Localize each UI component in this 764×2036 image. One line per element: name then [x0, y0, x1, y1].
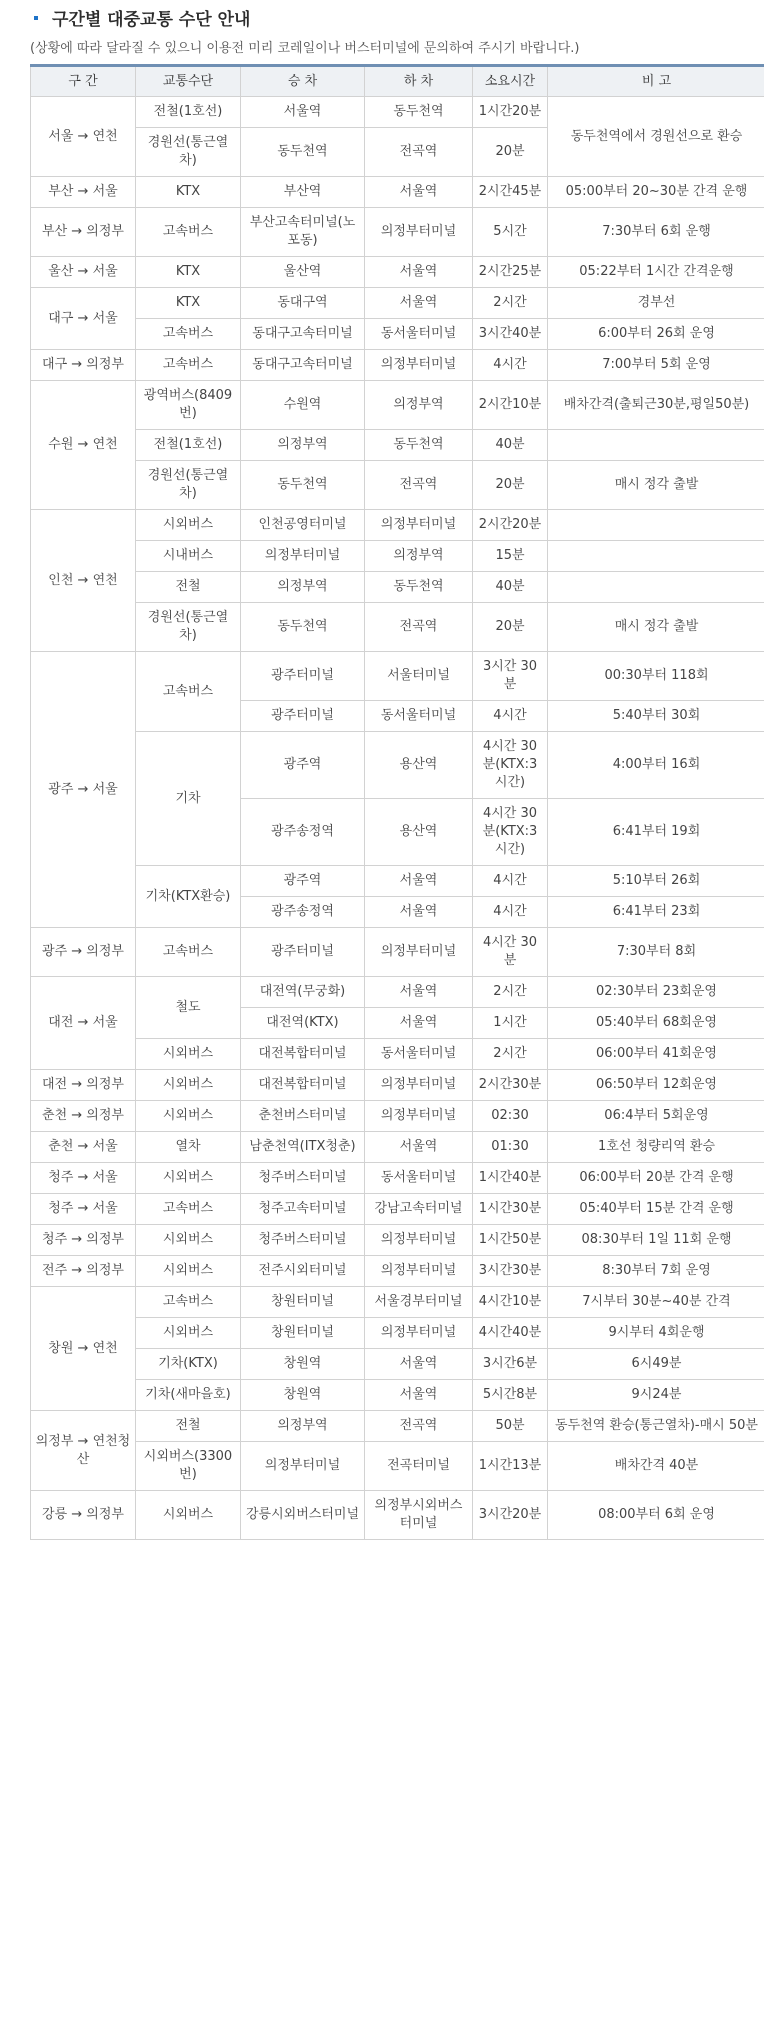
table-cell: 경원선(통근열차) — [136, 603, 241, 652]
subtitle: (상황에 따라 달라질 수 있으니 이용전 미리 코레일이나 버스터미널에 문의하여 주시기 바랍니다.) — [30, 41, 580, 56]
table-cell: 대전 → 서울 — [31, 977, 136, 1070]
table-row — [31, 510, 764, 541]
table-row — [31, 652, 764, 701]
table-cell: 02:30부터 23회운영 — [548, 977, 764, 1008]
table-cell: 광역버스(8409번) — [136, 381, 241, 430]
table-row — [31, 461, 764, 510]
table-cell: 4시간 30분(KTX:3시간) — [473, 799, 548, 866]
table-cell: 동두천역 환승(통근열차)-매시 50분 — [548, 1411, 764, 1442]
table-row — [31, 1132, 764, 1163]
table-cell: 수원역 — [241, 381, 365, 430]
table-cell: 4시간 — [473, 897, 548, 928]
table-cell: 의정부터미널 — [365, 208, 473, 257]
header-duration: 소요시간 — [473, 66, 548, 97]
table-row — [31, 866, 764, 897]
table-cell: 대전 → 의정부 — [31, 1070, 136, 1101]
table-cell: 의정부터미널 — [365, 1225, 473, 1256]
table-cell: 용산역 — [365, 732, 473, 799]
table-cell: 동두천역 — [365, 572, 473, 603]
table-cell: 5:40부터 30회 — [548, 701, 764, 732]
table-cell: 서울역 — [365, 1008, 473, 1039]
table-cell: 5시간8분 — [473, 1380, 548, 1411]
table-cell: 1시간30분 — [473, 1194, 548, 1225]
table-cell: KTX — [136, 257, 241, 288]
table-cell: 2시간30분 — [473, 1070, 548, 1101]
header-alighting: 하 차 — [365, 66, 473, 97]
table-cell: 7:30부터 6회 운행 — [548, 208, 764, 257]
table-cell: 광주송정역 — [241, 897, 365, 928]
table-cell: 청주고속터미널 — [241, 1194, 365, 1225]
table-cell: 대전복합터미널 — [241, 1039, 365, 1070]
table-cell: 광주터미널 — [241, 701, 365, 732]
table-cell: 시외버스 — [136, 1101, 241, 1132]
table-row — [31, 319, 764, 350]
header-boarding: 승 차 — [241, 66, 365, 97]
table-cell: 08:30부터 1일 11회 운행 — [548, 1225, 764, 1256]
table-cell: 동대구고속터미널 — [241, 350, 365, 381]
table-cell: 창원역 — [241, 1349, 365, 1380]
table-cell: 4시간40분 — [473, 1318, 548, 1349]
table-cell: 청주 → 서울 — [31, 1194, 136, 1225]
table-cell: 열차 — [136, 1132, 241, 1163]
table-cell: 창원역 — [241, 1380, 365, 1411]
table-cell: 시외버스 — [136, 1256, 241, 1287]
table-row — [31, 1194, 764, 1225]
table-cell: 광주 → 의정부 — [31, 928, 136, 977]
table-body — [31, 97, 764, 1540]
table-cell: 경원선(통근열차) — [136, 128, 241, 177]
table-cell: 06:00부터 20분 간격 운행 — [548, 1163, 764, 1194]
table-cell — [548, 572, 764, 603]
table-cell: 전곡역 — [365, 1411, 473, 1442]
table-cell — [548, 541, 764, 572]
table-cell: 부산 → 의정부 — [31, 208, 136, 257]
table-cell: 4시간 30분 — [473, 928, 548, 977]
table-cell: 4시간 30분(KTX:3시간) — [473, 732, 548, 799]
table-cell: 부산역 — [241, 177, 365, 208]
table-row — [31, 350, 764, 381]
table-cell: 배차간격(출퇴근30분,평일50분) — [548, 381, 764, 430]
table-cell: 시외버스(3300번) — [136, 1442, 241, 1491]
table-cell: 춘천 → 서울 — [31, 1132, 136, 1163]
table-cell: 3시간30분 — [473, 1256, 548, 1287]
table-cell: 대전역(무궁화) — [241, 977, 365, 1008]
table-cell: 대구 → 의정부 — [31, 350, 136, 381]
table-cell: 의정부시외버스터미널 — [365, 1491, 473, 1540]
table-cell: 15분 — [473, 541, 548, 572]
table-cell: 서울터미널 — [365, 652, 473, 701]
table-cell: 동두천역에서 경원선으로 환승 — [548, 97, 764, 177]
table-cell: 3시간20분 — [473, 1491, 548, 1540]
table-cell: 경부선 — [548, 288, 764, 319]
table-cell: 의정부터미널 — [365, 350, 473, 381]
table-cell: 3시간 30분 — [473, 652, 548, 701]
header-section: 구 간 — [31, 66, 136, 97]
table-cell: 5시간 — [473, 208, 548, 257]
table-cell: 고속버스 — [136, 652, 241, 732]
table-cell: 배차간격 40분 — [548, 1442, 764, 1491]
table-cell: 7시부터 30분~40분 간격 — [548, 1287, 764, 1318]
table-cell: 05:40부터 15분 간격 운행 — [548, 1194, 764, 1225]
table-cell: 의정부 → 연천청산 — [31, 1411, 136, 1491]
table-cell: 2시간 — [473, 288, 548, 319]
table-row — [31, 288, 764, 319]
table-cell: 7:00부터 5회 운영 — [548, 350, 764, 381]
table-row — [31, 1318, 764, 1349]
table-cell: 고속버스 — [136, 350, 241, 381]
table-cell: 동서울터미널 — [365, 1163, 473, 1194]
table-cell: 08:00부터 6회 운영 — [548, 1491, 764, 1540]
table-cell: 4시간 — [473, 701, 548, 732]
table-cell: 창원터미널 — [241, 1287, 365, 1318]
table-cell: 창원 → 연천 — [31, 1287, 136, 1411]
table-cell: 의정부터미널 — [365, 1256, 473, 1287]
table-cell: 의정부터미널 — [241, 1442, 365, 1491]
table-cell: 청주 → 의정부 — [31, 1225, 136, 1256]
table-cell: 고속버스 — [136, 319, 241, 350]
table-row — [31, 1491, 764, 1540]
table-cell: 서울 → 연천 — [31, 97, 136, 177]
table-cell: 춘천 → 의정부 — [31, 1101, 136, 1132]
table-cell: 춘천버스터미널 — [241, 1101, 365, 1132]
table-cell: 1시간40분 — [473, 1163, 548, 1194]
table-cell: 동두천역 — [365, 97, 473, 128]
table-cell: 청주버스터미널 — [241, 1225, 365, 1256]
table-cell: 강릉시외버스터미널 — [241, 1491, 365, 1540]
header-transport: 교통수단 — [136, 66, 241, 97]
table-cell: 6시49분 — [548, 1349, 764, 1380]
table-cell: 시외버스 — [136, 510, 241, 541]
table-cell: 02:30 — [473, 1101, 548, 1132]
table-cell: 고속버스 — [136, 928, 241, 977]
table-row — [31, 257, 764, 288]
table-cell: 서울역 — [365, 288, 473, 319]
table-cell: 강남고속터미널 — [365, 1194, 473, 1225]
table-cell: 의정부역 — [241, 430, 365, 461]
table-cell: 동서울터미널 — [365, 319, 473, 350]
table-cell: 서울경부터미널 — [365, 1287, 473, 1318]
table-cell: 의정부역 — [241, 1411, 365, 1442]
table-row — [31, 1349, 764, 1380]
table-row — [31, 97, 764, 128]
table-cell: KTX — [136, 177, 241, 208]
table-row — [31, 1380, 764, 1411]
table-cell: 전철 — [136, 572, 241, 603]
table-row — [31, 1225, 764, 1256]
table-cell: 서울역 — [365, 977, 473, 1008]
table-cell: 의정부터미널 — [365, 1070, 473, 1101]
table-row — [31, 208, 764, 257]
table-cell: 서울역 — [365, 257, 473, 288]
table-cell: 20분 — [473, 461, 548, 510]
table-row — [31, 1070, 764, 1101]
table-cell: 01:30 — [473, 1132, 548, 1163]
table-cell: 동서울터미널 — [365, 1039, 473, 1070]
table-cell: 2시간25분 — [473, 257, 548, 288]
table-cell: 1시간50분 — [473, 1225, 548, 1256]
table-cell: 광주 → 서울 — [31, 652, 136, 928]
table-cell: 남춘천역(ITX청춘) — [241, 1132, 365, 1163]
table-row — [31, 572, 764, 603]
table-cell: 서울역 — [365, 177, 473, 208]
table-cell: 4:00부터 16회 — [548, 732, 764, 799]
table-row — [31, 977, 764, 1008]
table-cell: 시외버스 — [136, 1163, 241, 1194]
table-cell: 시외버스 — [136, 1491, 241, 1540]
table-row — [31, 928, 764, 977]
table-cell: 동대구고속터미널 — [241, 319, 365, 350]
table-cell: 1시간 — [473, 1008, 548, 1039]
table-cell: 창원터미널 — [241, 1318, 365, 1349]
table-cell: 청주 → 서울 — [31, 1163, 136, 1194]
table-cell: 시외버스 — [136, 1225, 241, 1256]
table-cell: 대전역(KTX) — [241, 1008, 365, 1039]
table-cell: 경원선(통근열차) — [136, 461, 241, 510]
table-cell: 동두천역 — [241, 461, 365, 510]
table-cell: 2시간20분 — [473, 510, 548, 541]
table-cell: 전주 → 의정부 — [31, 1256, 136, 1287]
table-cell: KTX — [136, 288, 241, 319]
table-row — [31, 541, 764, 572]
table-row — [31, 1256, 764, 1287]
table-cell: 의정부역 — [241, 572, 365, 603]
table-cell: 3시간40분 — [473, 319, 548, 350]
table-cell: 6:41부터 19회 — [548, 799, 764, 866]
table-cell: 의정부터미널 — [365, 928, 473, 977]
table-cell: 00:30부터 118회 — [548, 652, 764, 701]
table-cell: 의정부터미널 — [241, 541, 365, 572]
table-cell — [548, 430, 764, 461]
table-cell: 20분 — [473, 603, 548, 652]
table-cell: 서울역 — [365, 897, 473, 928]
table-cell: 전곡터미널 — [365, 1442, 473, 1491]
table-cell: 시외버스 — [136, 1070, 241, 1101]
table-cell: 기차(KTX환승) — [136, 866, 241, 928]
table-cell: 20분 — [473, 128, 548, 177]
table-row — [31, 381, 764, 430]
table-cell: 기차(KTX) — [136, 1349, 241, 1380]
table-cell: 06:4부터 5회운영 — [548, 1101, 764, 1132]
table-cell: 수원 → 연천 — [31, 381, 136, 510]
table-cell: 의정부터미널 — [365, 1101, 473, 1132]
table-cell: 인천 → 연천 — [31, 510, 136, 652]
table-cell: 강릉 → 의정부 — [31, 1491, 136, 1540]
table-cell: 동두천역 — [365, 430, 473, 461]
table-cell: 2시간 — [473, 977, 548, 1008]
table-cell: 9시부터 4회운행 — [548, 1318, 764, 1349]
table-cell: 의정부터미널 — [365, 510, 473, 541]
table-cell: 9시24분 — [548, 1380, 764, 1411]
table-cell: 시외버스 — [136, 1318, 241, 1349]
table-cell: 용산역 — [365, 799, 473, 866]
table-cell: 울산 → 서울 — [31, 257, 136, 288]
table-cell: 의정부역 — [365, 541, 473, 572]
table-cell: 기차 — [136, 732, 241, 866]
table-cell: 의정부터미널 — [365, 1318, 473, 1349]
table-cell: 05:00부터 20~30분 간격 운행 — [548, 177, 764, 208]
table-cell: 고속버스 — [136, 1194, 241, 1225]
table-cell: 40분 — [473, 430, 548, 461]
table-cell: 고속버스 — [136, 208, 241, 257]
table-cell: 전철(1호선) — [136, 430, 241, 461]
table-cell: 서울역 — [365, 1132, 473, 1163]
table-cell: 광주터미널 — [241, 652, 365, 701]
table-cell: 4시간 — [473, 866, 548, 897]
transport-table — [30, 64, 764, 1540]
table-cell: 5:10부터 26회 — [548, 866, 764, 897]
table-cell: 인천공영터미널 — [241, 510, 365, 541]
table-cell: 전철(1호선) — [136, 97, 241, 128]
table-row — [31, 603, 764, 652]
title-row — [22, 0, 764, 34]
table-row — [31, 1442, 764, 1491]
table-cell: 전철 — [136, 1411, 241, 1442]
table-cell: 4시간 — [473, 350, 548, 381]
table-cell: 06:00부터 41회운영 — [548, 1039, 764, 1070]
table-row — [31, 1411, 764, 1442]
table-cell: 매시 정각 출발 — [548, 603, 764, 652]
table-cell: 1호선 청량리역 환승 — [548, 1132, 764, 1163]
table-cell: 동두천역 — [241, 128, 365, 177]
table-cell: 40분 — [473, 572, 548, 603]
title-bullet-icon — [34, 16, 38, 20]
table-cell: 대전복합터미널 — [241, 1070, 365, 1101]
table-cell: 서울역 — [365, 866, 473, 897]
table-row — [31, 1163, 764, 1194]
table-row — [31, 1101, 764, 1132]
table-cell: 4시간10분 — [473, 1287, 548, 1318]
table-cell: 기차(새마을호) — [136, 1380, 241, 1411]
table-cell: 부산고속터미널(노포동) — [241, 208, 365, 257]
table-cell: 전곡역 — [365, 603, 473, 652]
table-cell: 울산역 — [241, 257, 365, 288]
table-cell: 1시간20분 — [473, 97, 548, 128]
table-cell: 전곡역 — [365, 461, 473, 510]
header-notes: 비 고 — [548, 66, 764, 97]
table-cell: 광주송정역 — [241, 799, 365, 866]
table-cell — [548, 510, 764, 541]
table-cell: 6:41부터 23회 — [548, 897, 764, 928]
table-cell: 서울역 — [241, 97, 365, 128]
table-row — [31, 430, 764, 461]
table-cell: 의정부역 — [365, 381, 473, 430]
table-row — [31, 732, 764, 799]
table-cell: 철도 — [136, 977, 241, 1039]
table-cell: 부산 → 서울 — [31, 177, 136, 208]
table-row — [31, 1287, 764, 1318]
table-cell: 동두천역 — [241, 603, 365, 652]
table-cell: 광주역 — [241, 866, 365, 897]
table-cell: 시외버스 — [136, 1039, 241, 1070]
table-cell: 06:50부터 12회운영 — [548, 1070, 764, 1101]
table-cell: 7:30부터 8회 — [548, 928, 764, 977]
table-cell: 1시간13분 — [473, 1442, 548, 1491]
table-cell: 05:40부터 68회운영 — [548, 1008, 764, 1039]
table-cell: 6:00부터 26회 운영 — [548, 319, 764, 350]
table-row — [31, 1039, 764, 1070]
page-title: 구간별 대중교통 수단 안내 — [52, 10, 251, 30]
table-cell: 광주터미널 — [241, 928, 365, 977]
table-cell: 2시간 — [473, 1039, 548, 1070]
table-cell: 서울역 — [365, 1349, 473, 1380]
table-cell: 2시간10분 — [473, 381, 548, 430]
table-cell: 광주역 — [241, 732, 365, 799]
table-cell: 서울역 — [365, 1380, 473, 1411]
table-header-row — [31, 66, 764, 97]
table-cell: 매시 정각 출발 — [548, 461, 764, 510]
table-cell: 05:22부터 1시간 간격운행 — [548, 257, 764, 288]
table-cell: 청주버스터미널 — [241, 1163, 365, 1194]
table-row — [31, 177, 764, 208]
table-cell: 시내버스 — [136, 541, 241, 572]
table-cell: 50분 — [473, 1411, 548, 1442]
table-cell: 전곡역 — [365, 128, 473, 177]
table-cell: 8:30부터 7회 운영 — [548, 1256, 764, 1287]
table-cell: 2시간45분 — [473, 177, 548, 208]
table-cell: 동서울터미널 — [365, 701, 473, 732]
table-cell: 대구 → 서울 — [31, 288, 136, 350]
table-cell: 3시간6분 — [473, 1349, 548, 1380]
table-cell: 동대구역 — [241, 288, 365, 319]
table-cell: 고속버스 — [136, 1287, 241, 1318]
table-cell: 전주시외터미널 — [241, 1256, 365, 1287]
